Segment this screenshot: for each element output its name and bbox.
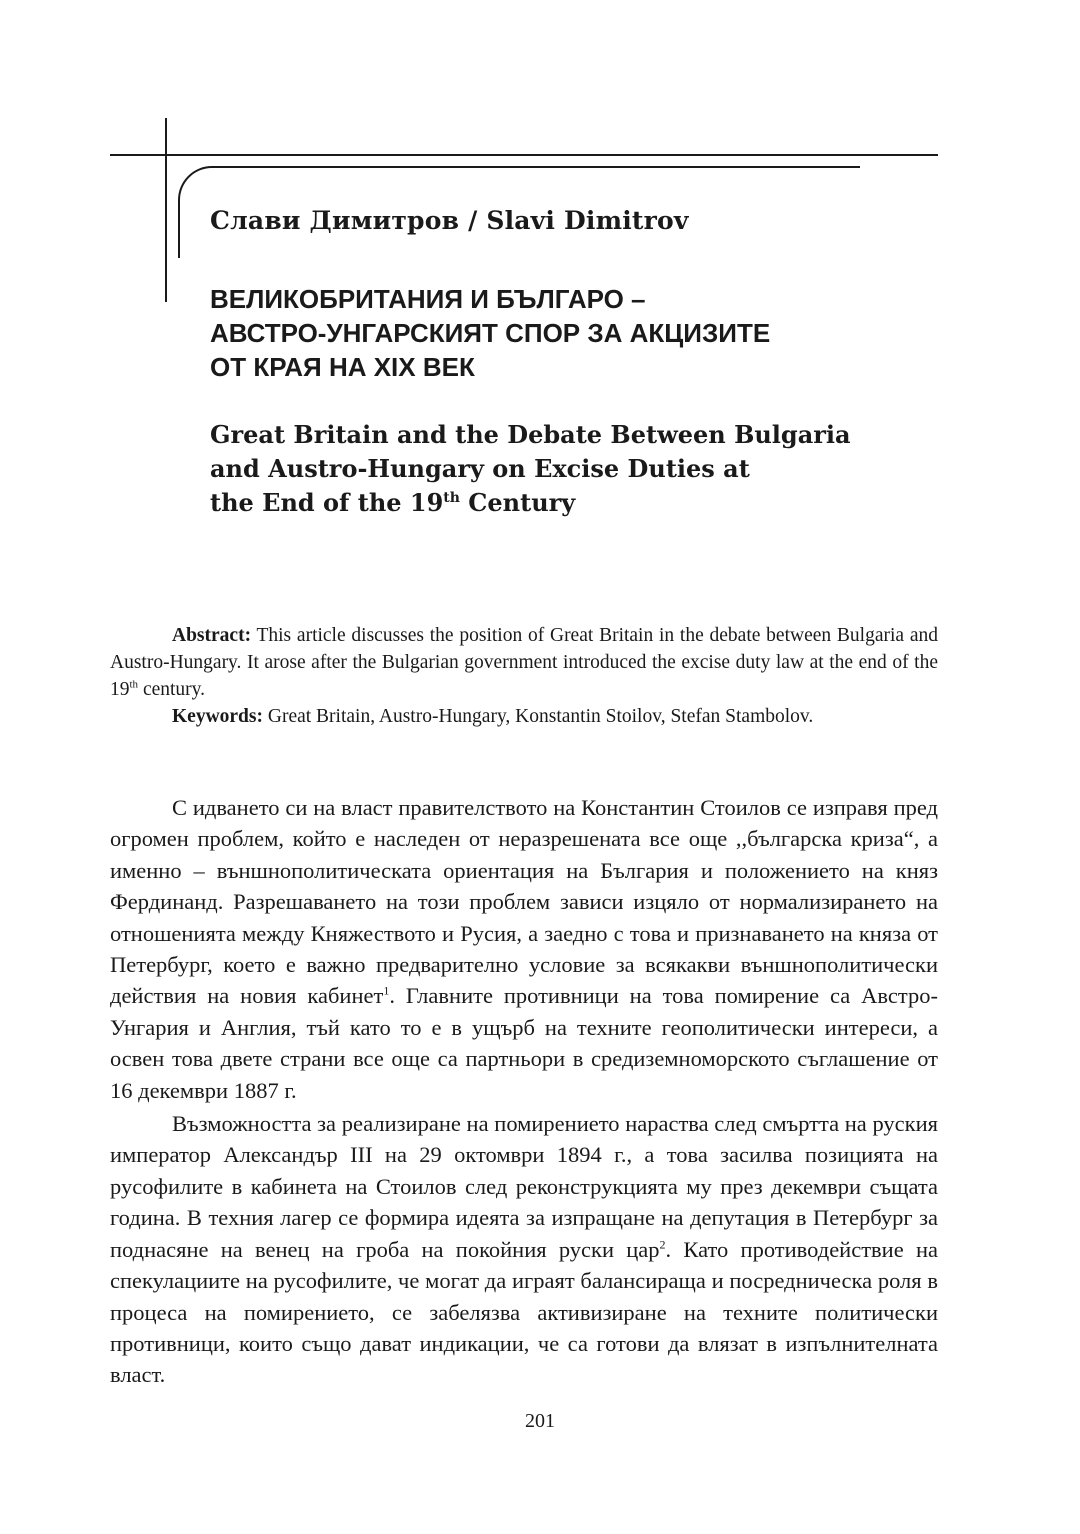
abstract-text: This article discusses the position of Great Britain in the debate between Bulgaria and Austro-Hungary. It arose after the Bulgarian government introduced the excise duty law at the end of the 19 [110, 625, 938, 700]
keywords-text: Great Britain, Austro-Hungary, Konstantin Stoilov, Stefan Stambolov. [263, 706, 814, 727]
title-bulgarian-line: АВСТРО-УНГАРСКИЯТ СПОР ЗА АКЦИЗИТЕ [210, 318, 771, 348]
page-number: 201 [525, 1410, 555, 1432]
footnote-ref[interactable]: 1 [383, 983, 390, 998]
title-english-line: and Austro-Hungary on Excise Duties at [210, 454, 750, 483]
title-english-text: the End of the 19 [210, 488, 444, 517]
abstract-paragraph [110, 622, 938, 703]
header-horizontal-rule [110, 154, 938, 156]
abstract-text: century. [138, 679, 206, 700]
footnote-ref[interactable]: 2 [659, 1237, 666, 1252]
body-paragraph [110, 792, 938, 1106]
keywords-paragraph [110, 703, 938, 730]
body-text: С идването си на власт правителството на Константин Стоилов се изправя пред огромен проблем, който е наследен от неразрешената все още ,,българска криза“, а именно – външнополитическата ориентация на България и положението на княз Фердинанд. Разрешаването на този проблем зависи изцяло от нормализирането на отношенията между Княжеството и Русия, а заедно с това и признаването на княза от Петербург, което е важно предварително условие за всякакви външнополитически действия на новия кабинет [110, 795, 938, 1009]
title-bulgarian-line: ОТ КРАЯ НА XIX ВЕК [210, 352, 475, 382]
abstract-block [110, 622, 938, 730]
ordinal-suffix: th [129, 678, 139, 691]
title-bulgarian-line: ВЕЛИКОБРИТАНИЯ И БЪЛГАРО – [210, 284, 646, 314]
title-english [210, 418, 851, 520]
body-paragraph [110, 1108, 938, 1391]
article-body [110, 792, 938, 1391]
ordinal-suffix: th [443, 490, 460, 506]
abstract-label: Abstract: [172, 625, 252, 646]
title-bulgarian [210, 282, 770, 384]
body-text: . Главните противници на това помирение са Австро-Унгария и Англия, тъй като то е в ущърб на техните геополитически интереси, а освен това двете страни все още са партньори в средиземноморското съглашение от 16 декември 1887 г. [110, 983, 938, 1103]
body-text: . Като противодействие на спекулациите на русофилите, че могат да играят балансираща и посредническа роля в процеса на помирението, се забелязва активизиране на техните политически противници, които също дават индикации, че са готови да влязат в изпълнителната власт. [110, 1236, 938, 1388]
body-text: Възможността за реализиране на помирението нараства след смъртта на руския император Александър III на 29 октомври 1894 г., а това засилва позицията на русофилите в кабинета на Стоилов след реконструкцията му през декември същата година. В техния лагер се формира идеята за изпращане на депутация в Петербург за поднасяне на венец на гроба на покойния руски цар [110, 1111, 938, 1262]
title-english-line [210, 486, 851, 520]
title-english-line: Great Britain and the Debate Between Bulgaria [210, 420, 851, 449]
title-english-text: Century [459, 488, 576, 517]
keywords-label: Keywords: [172, 706, 263, 727]
header-vertical-rule [165, 118, 167, 302]
author-name: Слави Димитров / Slavi Dimitrov [210, 206, 689, 235]
